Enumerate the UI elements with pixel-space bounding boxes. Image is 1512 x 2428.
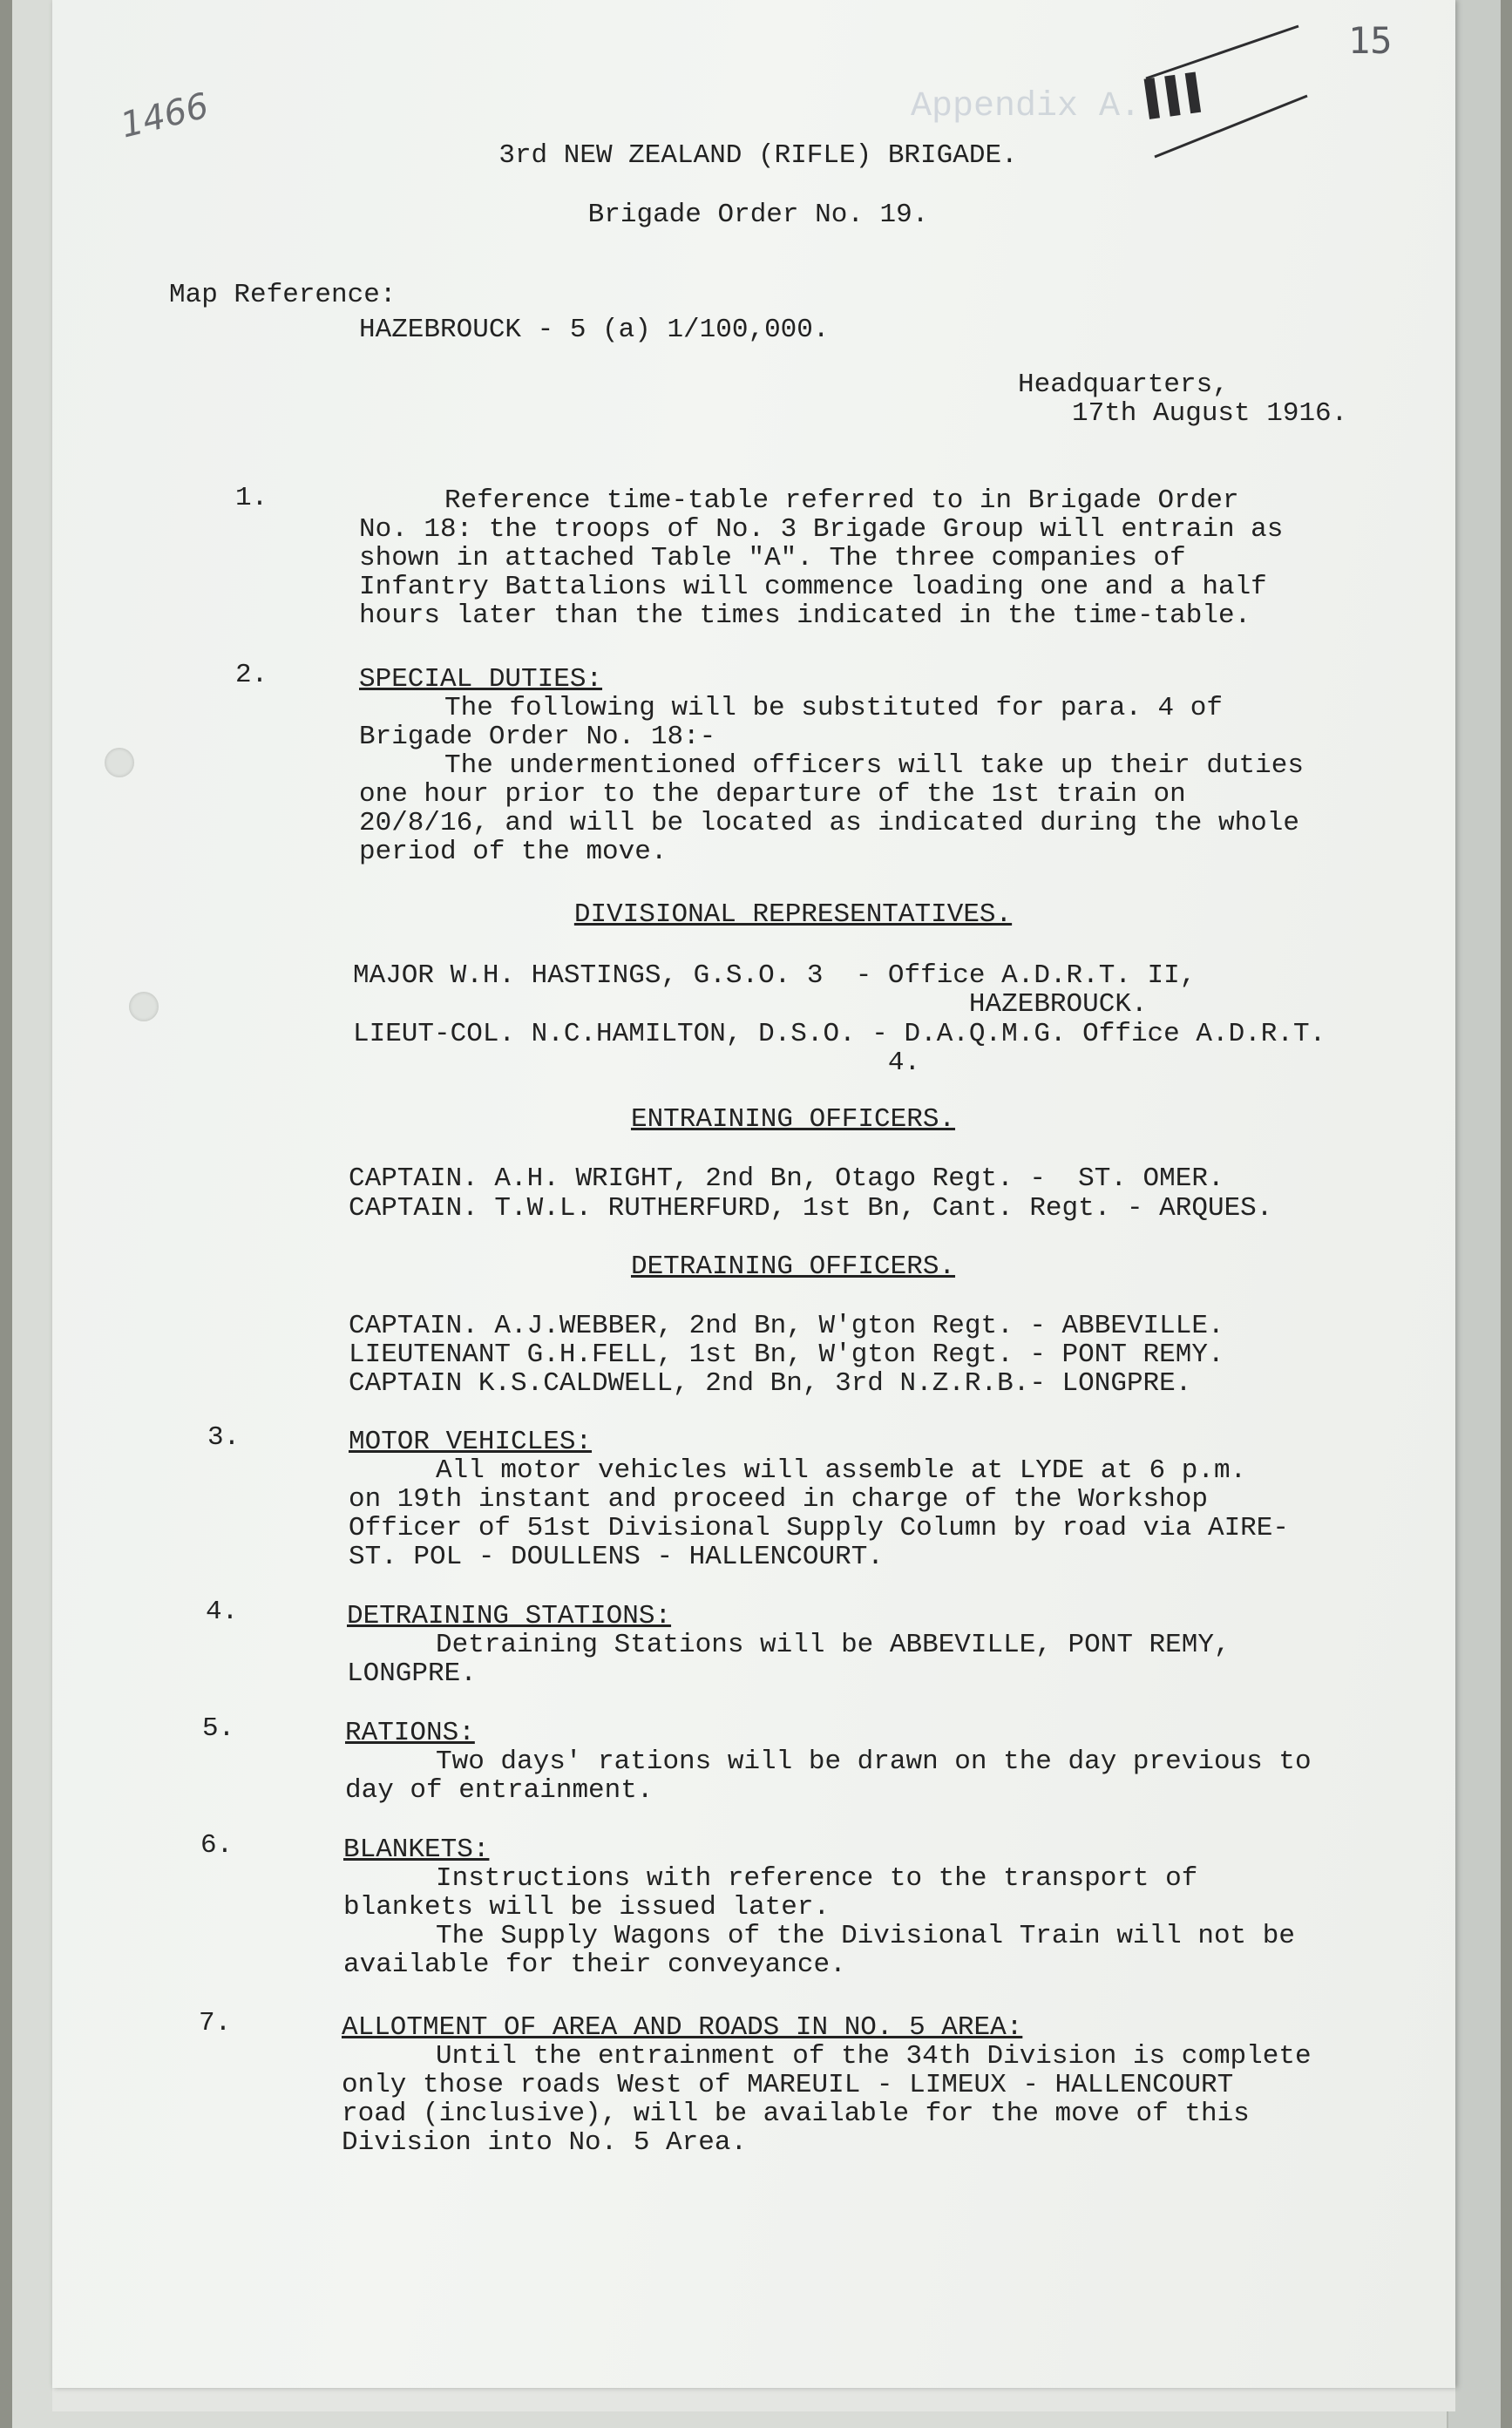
map-reference-value: HAZEBROUCK - 5 (a) 1/100,000. <box>359 315 830 345</box>
para-2-line: 20/8/16, and will be located as indicated during the whole <box>359 808 1299 838</box>
para-4-number: 4. <box>206 1597 239 1627</box>
document-page <box>52 0 1455 2388</box>
para-4-line: Detraining Stations will be ABBEVILLE, PONT REMY, <box>436 1630 1231 1660</box>
para-7-number: 7. <box>199 2008 232 2038</box>
para-1-line: Reference time-table referred to in Brigade Order <box>444 485 1239 516</box>
para-1-line: Infantry Battalions will commence loading one and a half <box>359 572 1267 602</box>
para-3-line: on 19th instant and proceed in charge of the Workshop <box>349 1484 1208 1515</box>
detraining-officer-line: LIEUTENANT G.H.FELL, 1st Bn, W'gton Regt. - PONT REMY. <box>349 1339 1224 1370</box>
punch-hole <box>129 992 159 1021</box>
detraining-officer-line: CAPTAIN K.S.CALDWELL, 2nd Bn, 3rd N.Z.R.B.- LONGPRE. <box>349 1368 1192 1399</box>
entraining-officer-line: CAPTAIN. T.W.L. RUTHERFURD, 1st Bn, Cant. Regt. - ARQUES. <box>349 1193 1273 1224</box>
divisional-rep-line: HAZEBROUCK. <box>353 989 1148 1020</box>
para-1-line: shown in attached Table "A". The three companies of <box>359 543 1186 573</box>
para-1-line: hours later than the times indicated in the time-table. <box>359 600 1251 631</box>
para-6-number: 6. <box>200 1830 234 1861</box>
para-6-heading: BLANKETS: <box>343 1835 490 1865</box>
para-3-number: 3. <box>207 1422 241 1453</box>
para-5-number: 5. <box>202 1713 235 1744</box>
para-2-heading: SPECIAL DUTIES: <box>359 664 603 695</box>
para-7-line: Division into No. 5 Area. <box>342 2127 748 2158</box>
para-6-line: The Supply Wagons of the Divisional Train will not be <box>436 1921 1295 1951</box>
para-6-line: blankets will be issued later. <box>343 1892 831 1923</box>
entraining-officers-heading: ENTRAINING OFFICERS. <box>630 1104 956 1135</box>
para-5-line: Two days' rations will be drawn on the day previous to <box>436 1746 1312 1777</box>
para-7-line: Until the entrainment of the 34th Division is complete <box>436 2041 1312 2072</box>
file-number-annotation: 1466 <box>116 85 213 146</box>
bleed-through-heading: Appendix A. <box>911 87 1142 126</box>
para-3-line: Officer of 51st Divisional Supply Column by road via AIRE- <box>349 1513 1289 1543</box>
order-date: 17th August 1916. <box>1072 398 1348 429</box>
page-number: 15 <box>1348 19 1393 62</box>
para-5-heading: RATIONS: <box>345 1718 475 1748</box>
para-1-number: 1. <box>235 483 268 513</box>
divisional-representatives-heading: DIVISIONAL REPRESENTATIVES. <box>573 899 1013 930</box>
para-6-line: Instructions with reference to the transport of <box>436 1863 1198 1894</box>
divisional-rep-line: LIEUT-COL. N.C.HAMILTON, D.S.O. - D.A.Q.M.G. Office A.D.R.T. <box>353 1019 1326 1049</box>
para-5-line: day of entrainment. <box>345 1775 654 1806</box>
para-2-line: period of the move. <box>359 837 668 867</box>
pen-stroke-icon <box>1129 17 1320 174</box>
divisional-rep-line: 4. <box>353 1048 921 1078</box>
para-2-line: The following will be substituted for para. 4 of <box>444 693 1223 723</box>
para-3-heading: MOTOR VEHICLES: <box>349 1427 593 1457</box>
para-4-heading: DETRAINING STATIONS: <box>347 1601 672 1631</box>
headquarters-label: Headquarters, <box>1018 370 1229 400</box>
divisional-rep-line: MAJOR W.H. HASTINGS, G.S.O. 3 - Office A.D.R.T. II, <box>353 960 1197 991</box>
para-2-line: one hour prior to the departure of the 1st train on <box>359 779 1186 810</box>
para-3-line: ST. POL - DOULLENS - HALLENCOURT. <box>349 1542 884 1572</box>
entraining-officer-line: CAPTAIN. A.H. WRIGHT, 2nd Bn, Otago Regt. - ST. OMER. <box>349 1163 1224 1194</box>
para-7-line: only those roads West of MAREUIL - LIMEUX - HALLENCOURT <box>342 2070 1234 2100</box>
para-2-line: Brigade Order No. 18:- <box>359 722 716 752</box>
para-7-heading: ALLOTMENT OF AREA AND ROADS IN NO. 5 AREA: <box>342 2012 1023 2043</box>
para-6-line: available for their conveyance. <box>343 1950 846 1980</box>
punch-hole <box>105 748 134 777</box>
detraining-officers-heading: DETRAINING OFFICERS. <box>630 1251 956 1282</box>
brigade-title: 3rd NEW ZEALAND (RIFLE) BRIGADE. <box>498 140 1018 171</box>
para-3-line: All motor vehicles will assemble at LYDE at 6 p.m. <box>436 1455 1247 1486</box>
detraining-officer-line: CAPTAIN. A.J.WEBBER, 2nd Bn, W'gton Regt. - ABBEVILLE. <box>349 1311 1224 1341</box>
order-title: Brigade Order No. 19. <box>587 200 929 230</box>
para-7-line: road (inclusive), will be available for the move of this <box>342 2099 1250 2129</box>
para-1-line: No. 18: the troops of No. 3 Brigade Group will entrain as <box>359 514 1284 545</box>
para-2-line: The undermentioned officers will take up their duties <box>444 750 1304 781</box>
roman-numeral-annotation: III <box>1137 61 1209 134</box>
map-reference-label: Map Reference: <box>169 280 397 310</box>
para-4-line: LONGPRE. <box>347 1658 477 1689</box>
para-2-number: 2. <box>235 660 268 690</box>
